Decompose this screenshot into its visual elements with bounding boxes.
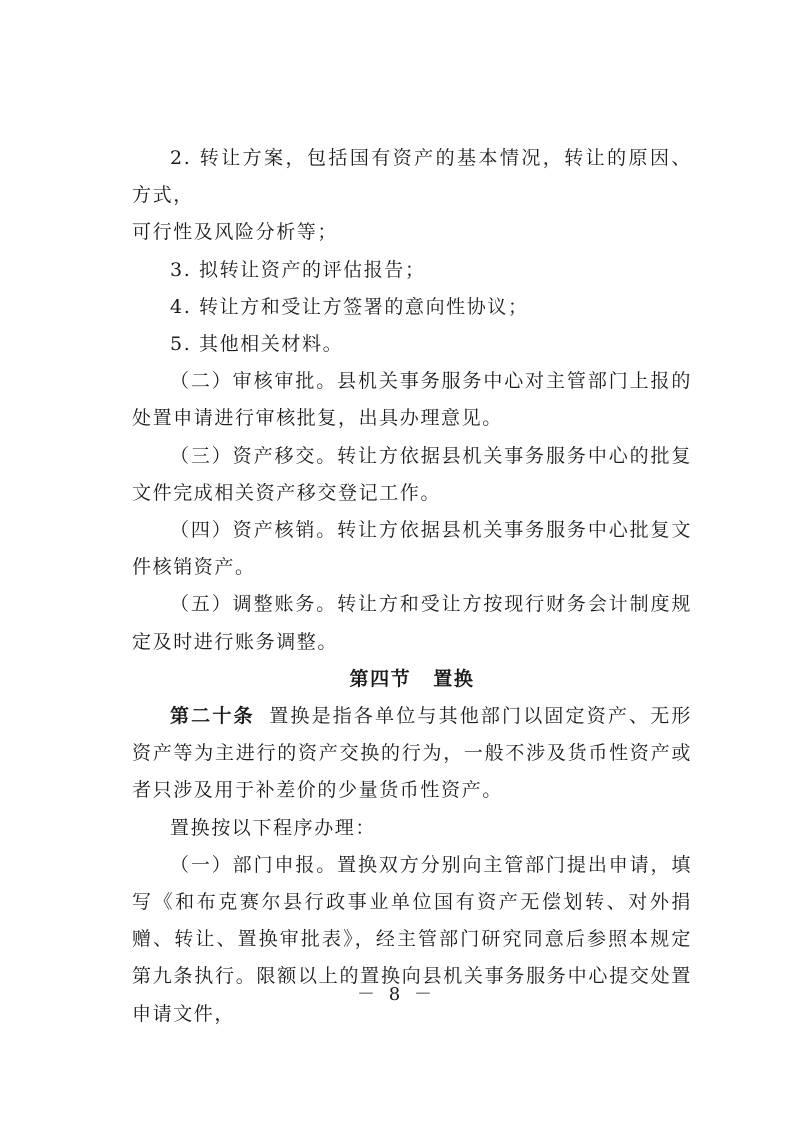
article-paragraph (132, 698, 692, 810)
procedure-intro: 置换按以下程序办理： (170, 816, 377, 839)
paragraph-adjust: （五）调整账务。转让方和受让方按现行财务会计制度规定及时进行账务调整。 (132, 593, 692, 653)
list-item-2-cont (132, 214, 692, 251)
list-item-2 (132, 140, 692, 214)
list-item-5: 5. 其他相关材料。 (170, 333, 344, 356)
list-item-4: 4. 转让方和受让方签署的意向性协议； (170, 295, 529, 318)
list-item-2-line1: 2. 转让方案，包括国有资产的基本情况，转让的原因、方式， (132, 147, 692, 207)
paragraph-writeoff: （四）资产核销。转让方依据县机关事务服务中心批复文件核销资产。 (132, 519, 692, 579)
paragraph-transfer: （三）资产移交。转让方依据县机关事务服务中心的批复文件完成相关资产移交登记工作。 (132, 444, 692, 504)
list-item-3: 3. 拟转让资产的评估报告； (170, 258, 426, 281)
list-item-2-line2: 可行性及风险分析等； (132, 221, 339, 244)
section-heading (132, 661, 692, 698)
section-title: 置换 (433, 667, 475, 690)
section-number: 第四节 (349, 667, 412, 690)
document-body (132, 140, 692, 1033)
paragraph-review: （二）审核审批。县机关事务服务中心对主管部门上报的处置申请进行审核批复，出具办理意见。 (132, 370, 692, 430)
paragraph-apply: （一）部门申报。置换双方分别向主管部门提出申请，填写《和布克赛尔县行政事业单位国有资产无偿划转、对外捐赠、转让、置换审批表》，经主管部门研究同意后参照本规定第九条执行。限额以上的置换向县机关事务服务中心提交处置申请文件， (132, 853, 692, 1025)
page-number: － 8 － (357, 984, 436, 1005)
article-text: 置换是指各单位与其他部门以固定资产、无形资产等为主进行的资产交换的行为，一般不涉及货币性资产或者只涉及用于补差价的少量货币性资产。 (132, 705, 692, 802)
article-label: 第二十条 (170, 705, 255, 728)
